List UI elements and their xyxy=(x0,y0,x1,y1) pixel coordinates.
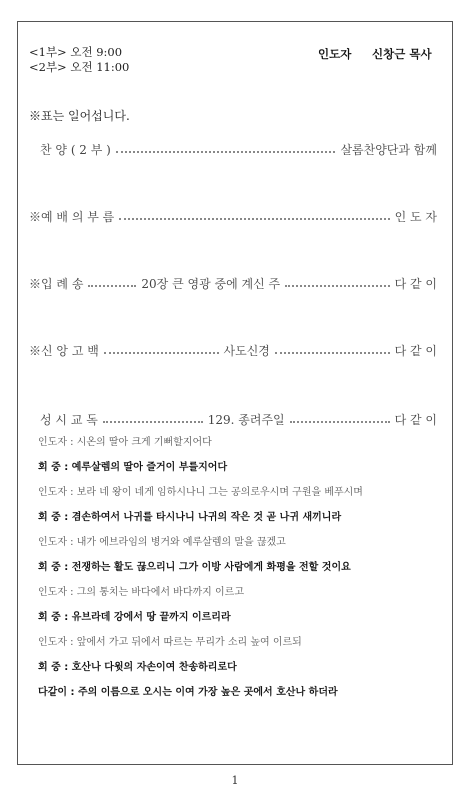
reading-line: 인도자 : 내가 에브라임의 병거와 예루살렘의 말을 끊겠고 xyxy=(38,537,286,548)
order-label: 성 시 교 독 xyxy=(40,412,98,427)
order-item: 20장 큰 영광 중에 계신 주 xyxy=(141,276,281,291)
reading-line: 인도자 : 시온의 딸아 크게 기뻐할지어다 xyxy=(38,437,212,448)
service-time-second: <2부> 오전 11:00 xyxy=(29,60,130,74)
order-label: ※예 배 의 부 름 xyxy=(29,209,115,224)
reading-line: 인도자 : 보라 네 왕이 네게 임하시나니 그는 공의로우시며 구원을 베푸시며 xyxy=(38,487,363,498)
leader-dots xyxy=(285,284,390,287)
leader-dots xyxy=(119,217,389,220)
leader-dots xyxy=(290,420,390,423)
leader-dots xyxy=(104,351,219,354)
reading-line: 인도자 : 그의 통치는 바다에서 바다까지 이르고 xyxy=(38,587,244,598)
leader-name: 신창근 목사 xyxy=(372,47,432,61)
reading-line: 회 중 : 겸손하여서 나귀를 타시나니 나귀의 작은 것 곧 나귀 새끼니라 xyxy=(38,512,342,523)
page-number: 1 xyxy=(231,774,239,787)
leader-label: 인도자 xyxy=(318,47,352,61)
order-call-to-worship xyxy=(29,207,437,225)
order-performer: 인 도 자 xyxy=(394,209,437,224)
leader-dots xyxy=(275,351,390,354)
order-label: ※신 앙 고 백 xyxy=(29,343,99,358)
order-performer: 다 같 이 xyxy=(394,343,437,358)
order-label: ※입 례 송 xyxy=(29,276,84,291)
service-time-first: <1부> 오전 9:00 xyxy=(29,45,123,59)
reading-line: 다같이 : 주의 이름으로 오시는 이여 가장 높은 곳에서 호산나 하더라 xyxy=(38,687,338,698)
leader-dots xyxy=(116,150,336,153)
reading-line: 회 중 : 예루살렘의 딸아 즐거이 부를지어다 xyxy=(38,462,228,473)
page-frame xyxy=(17,21,453,765)
order-praise xyxy=(40,140,437,158)
order-item: 129. 종려주일 xyxy=(207,412,285,427)
standing-note: ※표는 일어섭니다. xyxy=(29,109,130,123)
order-hymn xyxy=(29,274,437,292)
order-label: 찬 양 ( 2 부 ) xyxy=(40,142,111,157)
order-performer: 다 같 이 xyxy=(394,412,437,427)
reading-line: 회 중 : 호산나 다윗의 자손이여 찬송하리로다 xyxy=(38,662,237,673)
order-performer: 다 같 이 xyxy=(394,276,437,291)
reading-line: 인도자 : 앞에서 가고 뒤에서 따르는 무리가 소리 높여 이르되 xyxy=(38,637,302,648)
order-performer: 살롬찬양단과 함께 xyxy=(340,142,437,157)
leader-dots xyxy=(103,420,203,423)
leader-dots xyxy=(88,284,136,287)
order-creed xyxy=(29,341,437,359)
reading-line: 회 중 : 유브라데 강에서 땅 끝까지 이르리라 xyxy=(38,612,231,623)
order-item: 사도신경 xyxy=(223,343,270,358)
reading-line: 회 중 : 전쟁하는 활도 끊으리니 그가 이방 사람에게 화평을 전할 것이요 xyxy=(38,562,351,573)
order-responsive-reading xyxy=(40,410,437,428)
